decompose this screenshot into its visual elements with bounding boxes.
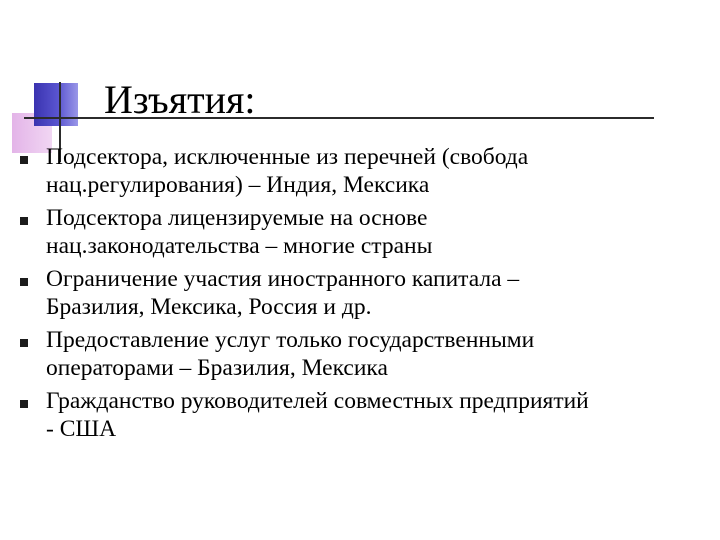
bullet-line: нац.законодательства – многие страны bbox=[46, 233, 433, 259]
bullet-line: Подсектора, исключенные из перечней (свобода bbox=[46, 144, 529, 170]
bullet-list bbox=[20, 143, 710, 448]
bullet-item bbox=[20, 387, 710, 443]
bullet-line: Гражданство руководителей совместных предприятий bbox=[46, 388, 589, 414]
bullet-item bbox=[20, 204, 710, 260]
decor-blue-square bbox=[34, 83, 78, 126]
bullet-line: Подсектора лицензируемые на основе bbox=[46, 205, 428, 231]
bullet-item bbox=[20, 326, 710, 382]
bullet-line: Ограничение участия иностранного капитала – bbox=[46, 266, 520, 292]
bullet-line: Предоставление услуг только государственными bbox=[46, 327, 535, 353]
square-bullet-icon bbox=[20, 156, 28, 164]
square-bullet-icon bbox=[20, 217, 28, 225]
bullet-line: - США bbox=[46, 416, 117, 442]
bullet-line: Бразилия, Мексика, Россия и др. bbox=[46, 294, 372, 320]
bullet-line: нац.регулирования) – Индия, Мексика bbox=[46, 172, 430, 198]
square-bullet-icon bbox=[20, 400, 28, 408]
bullet-item bbox=[20, 265, 710, 321]
slide-title: Изъятия: bbox=[104, 77, 256, 122]
bullet-item bbox=[20, 143, 710, 199]
square-bullet-icon bbox=[20, 278, 28, 286]
square-bullet-icon bbox=[20, 339, 28, 347]
bullet-line: операторами – Бразилия, Мексика bbox=[46, 355, 388, 381]
